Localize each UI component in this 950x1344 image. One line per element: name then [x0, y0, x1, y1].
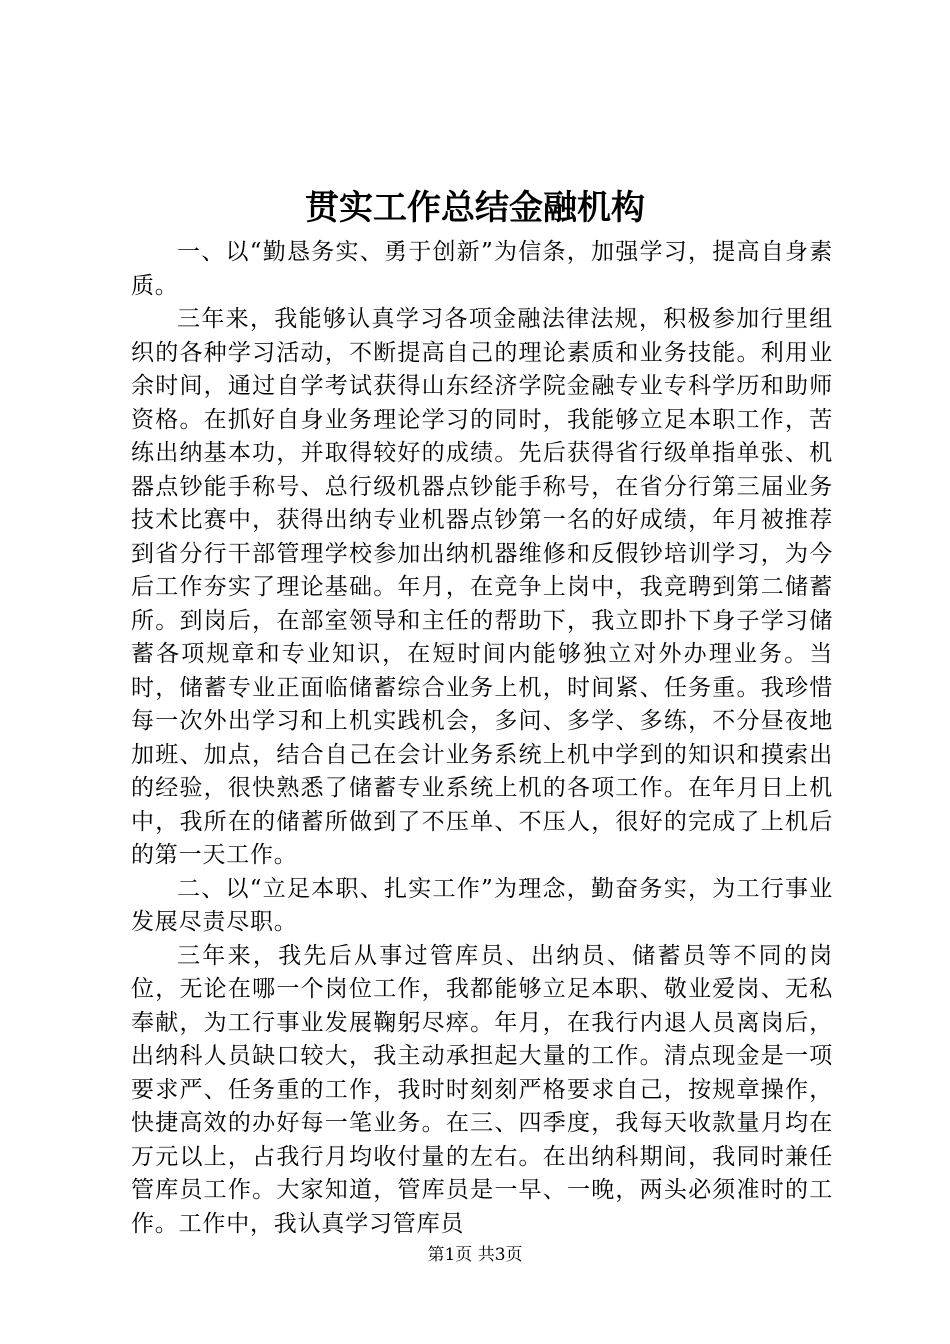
paragraph-work-experience: 三年来，我先后从事过管库员、出纳员、储蓄员等不同的岗位，无论在哪一个岗位工作，我都能够立足本职、敬业爱岗、无私奉献，为工行事业发展鞠躬尽瘁。年月，在我行内退人员离岗后，出纳科人员缺口较大，我主动承担起大量的工作。清点现金是一项要求严、任务重的工作，我时时刻刻严格要求自己，按规章操作，快捷高效的办好每一笔业务。在三、四季度，我每天收款量月均在万元以上，占我行月均收付量的左右。在出纳科期间，我同时兼任管库员工作。大家知道，管库员是一早、一晚，两头必须准时的工作。工作中，我认真学习管库员: [131, 942, 833, 1237]
document-body: [131, 236, 833, 1241]
paragraph-section-one-heading: 一、以“勤恳务实、勇于创新”为信条，加强学习，提高自身素质。: [131, 239, 833, 299]
document-title: 贯实工作总结金融机构: [305, 188, 645, 228]
page-footer: 第1页 共3页: [427, 1245, 523, 1265]
paragraph-study-experience: 三年来，我能够认真学习各项金融法律法规，积极参加行里组织的各种学习活动，不断提高自己的理论素质和业务技能。利用业余时间，通过自学考试获得山东经济学院金融专业专科学历和助师资格。在抓好自身业务理论学习的同时，我能够立足本职工作，苦练出纳基本功，并取得较好的成绩。先后获得省行级单指单张、机器点钞能手称号、总行级机器点钞能手称号，在省分行第三届业务技术比赛中，获得出纳专业机器点钞第一名的好成绩，年月被推荐到省分行干部管理学校参加出纳机器维修和反假钞培训学习，为今后工作夯实了理论基础。年月，在竞争上岗中，我竞聘到第二储蓄所。到岗后，在部室领导和主任的帮助下，我立即扑下身子学习储蓄各项规章和专业知识，在短时间内能够独立对外办理业务。当时，储蓄专业正面临储蓄综合业务上机，时间紧、任务重。我珍惜每一次外出学习和上机实践机会，多问、多学、多练，不分昼夜地加班、加点，结合自己在会计业务系统上机中学到的知识和摸索出的经验，很快熟悉了储蓄专业系统上机的各项工作。在年月日上机中，我所在的储蓄所做到了不压单、不压人，很好的完成了上机后的第一天工作。: [131, 306, 833, 868]
paragraph-section-two-heading: 二、以“立足本职、扎实工作”为理念，勤奋务实，为工行事业发展尽责尽职。: [131, 875, 833, 935]
